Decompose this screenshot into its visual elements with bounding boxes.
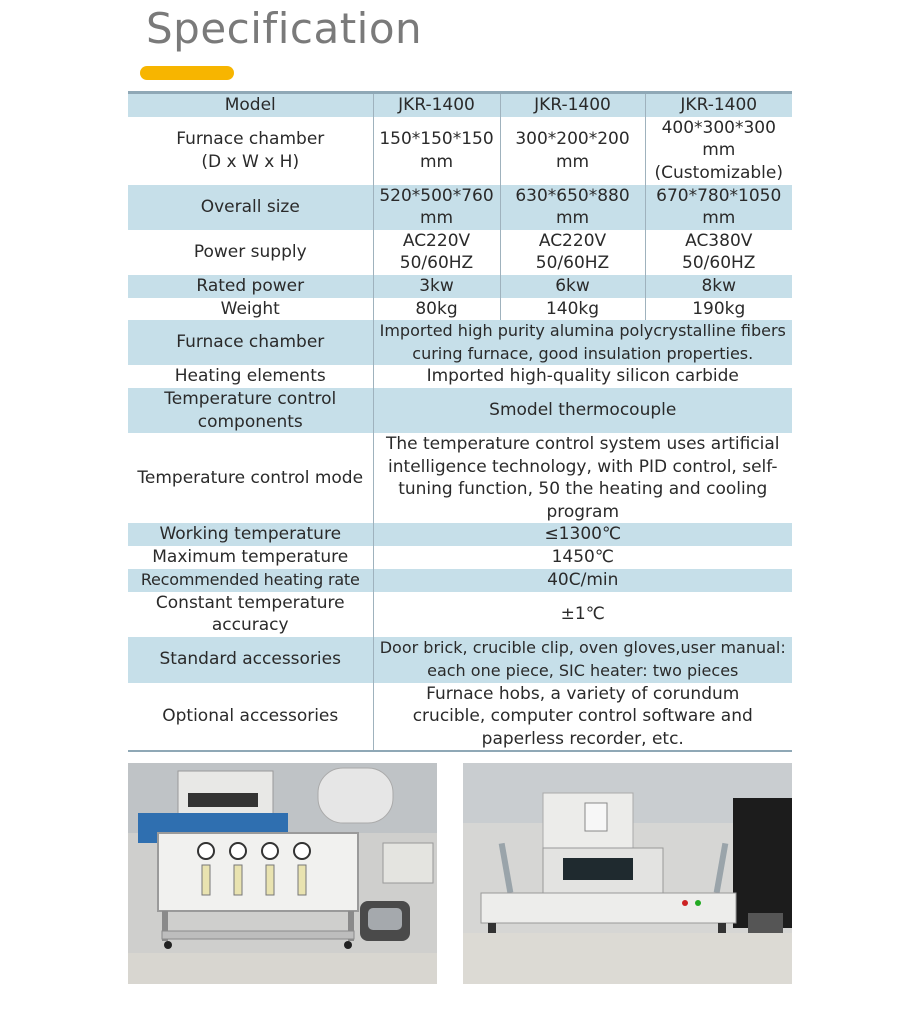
row-label: Rated power [128,275,373,298]
cell-temp-mode: The temperature control system uses artificial intelligence technology, with PID control, self-tuning function, 50 the heating and cooling program [385,434,780,522]
table-row-optional-accessories [128,683,792,752]
table-row-standard-accessories [128,637,792,683]
cell-rated-1: 3kw [373,275,500,298]
row-label: Overall size [128,185,373,230]
cell-optional-accessories: Furnace hobs, a variety of corundum crucible, computer control software and paperless recorder, etc. [373,683,792,752]
table-row-power-supply [128,230,792,275]
table-row-temp-control-components [128,388,792,433]
cell-power-3: AC380V 50/60HZ [682,230,756,273]
cell-weight-1: 80kg [373,298,500,321]
cell-weight-2: 140kg [500,298,645,321]
row-label: Constant temperature accuracy [128,592,373,637]
cell-heating-rate: 40C/min [373,569,792,592]
cell-standard-accessories: Door brick, crucible clip, oven gloves,user manual: each one piece, SIC heater: two pieces [373,637,792,683]
table-row-heating-elements [128,365,792,388]
cell-chamber-material: Imported high purity alumina polycrystalline fibers curing furnace, good insulation properties. [373,320,792,365]
cell-working-temp: ≤1300℃ [373,523,792,546]
cell-model-1: JKR-1400 [373,93,500,117]
cell-temp-accuracy: ±1℃ [560,603,605,624]
cell-model-2: JKR-1400 [500,93,645,117]
table-row-heating-rate [128,569,792,592]
page-title: Specification [146,4,423,53]
row-label: Weight [128,298,373,321]
row-label: Standard accessories [128,637,373,683]
table-row-constant-temp-accuracy [128,592,792,637]
gas-control-station-illustration [128,763,437,984]
cell-max-temp: 1450℃ [551,547,614,567]
cell-power-2: AC220V 50/60HZ [500,230,645,275]
cell-rated-3: 8kw [645,275,792,298]
cell-model-3: JKR-1400 [645,93,792,117]
table-row-model [128,93,792,117]
row-label: Temperature control mode [128,433,373,523]
row-label: Recommended heating rate [128,569,373,592]
cell-chamber-3: 400*300*300 mm (Customizable) [654,117,783,183]
row-label: Furnace chamber [128,320,373,365]
row-label: Maximum temperature [128,546,373,569]
table-row-temp-control-mode [128,433,792,523]
tube-furnace-illustration [463,763,792,984]
table-row-rated-power [128,275,792,298]
specification-table [128,91,792,752]
table-row-maximum-temperature [128,546,792,569]
cell-heating-elements: Imported high-quality silicon carbide [426,366,739,387]
cell-temp-components: Smodel thermocouple [373,388,792,433]
table-row-furnace-chamber-material [128,320,792,365]
cell-weight-3: 190kg [692,298,746,319]
row-label: Working temperature [128,523,373,546]
table-row-weight [128,298,792,321]
row-label: Temperature control components [128,388,373,433]
cell-size-1: 520*500*760 mm [373,185,500,230]
product-photo-tube-furnace [463,763,792,984]
product-photo-gas-control-station [128,763,437,984]
row-label: Optional accessories [128,683,373,752]
table-row-overall-size [128,185,792,230]
table-row-working-temperature [128,523,792,546]
cell-power-1: AC220V 50/60HZ [373,230,500,275]
row-label: Model [128,93,373,117]
cell-size-2: 630*650*880 mm [500,185,645,230]
row-label: Power supply [128,230,373,275]
cell-rated-2: 6kw [500,275,645,298]
title-accent-bar [140,66,234,80]
cell-chamber-2: 300*200*200 mm [500,117,645,185]
row-label: Furnace chamber (D x W x H) [128,117,373,185]
cell-size-3: 670*780*1050 mm [645,185,792,230]
cell-chamber-1: 150*150*150 mm [373,117,500,185]
table-row-furnace-chamber-size [128,117,792,185]
row-label: Heating elements [128,365,373,388]
